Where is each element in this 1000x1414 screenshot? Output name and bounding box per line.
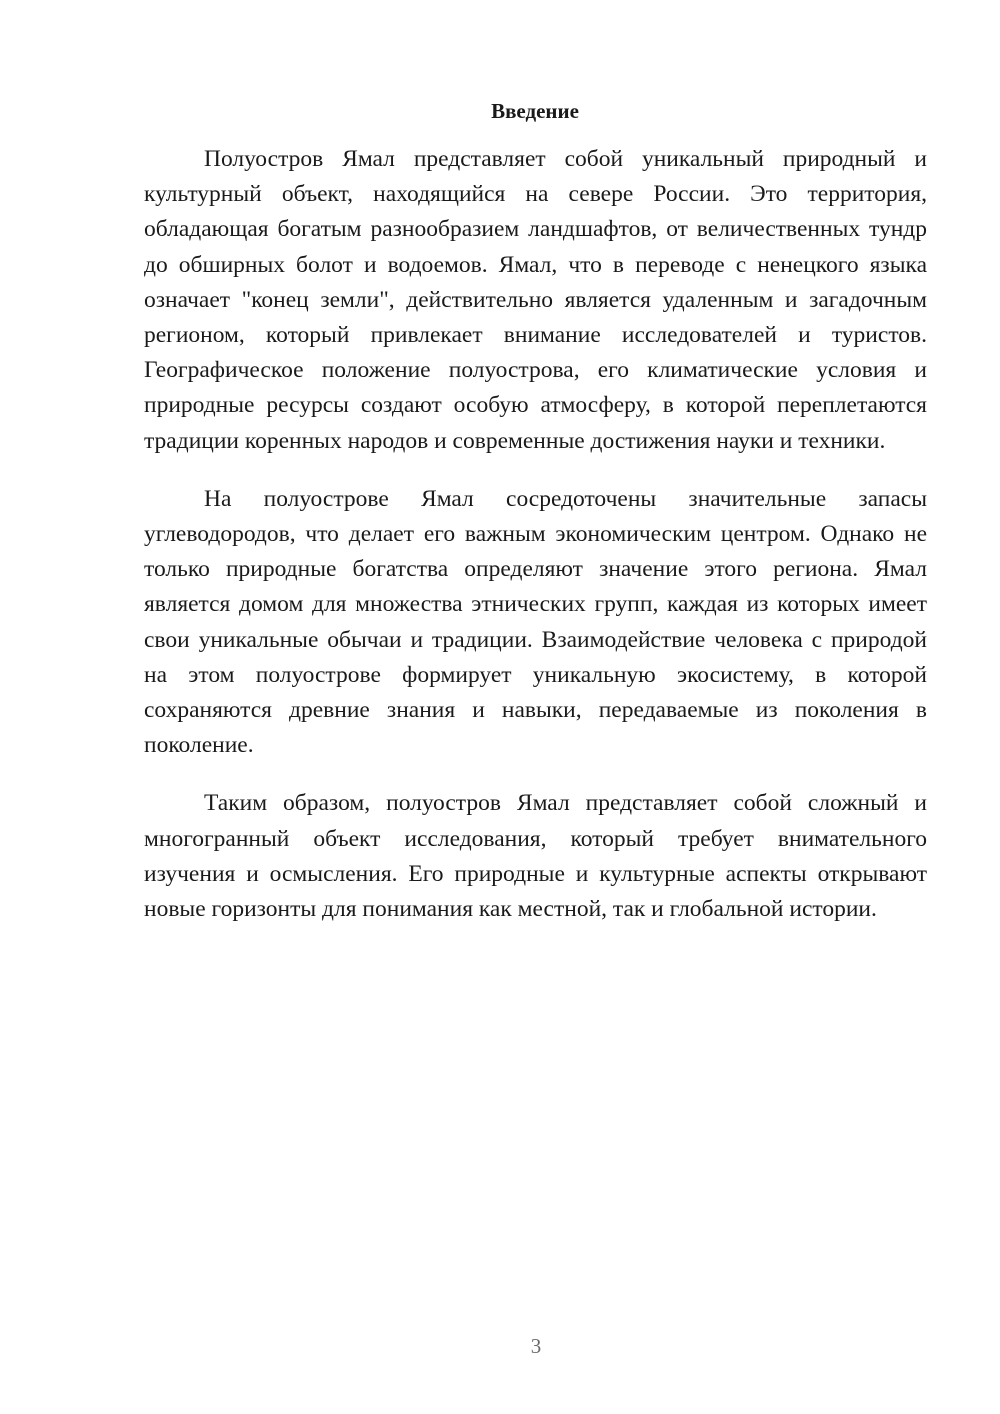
page-number: 3 [530,1334,542,1358]
paragraph-economy-ethnicity: На полуострове Ямал сосредоточены значительные запасы углеводородов, что делает его важным экономическим центром. Однако не только природные богатства определяют значение этого региона. Ямал является домом для множества этнических групп, каждая из которых имеет свои уникальные обычаи и традиции. Взаимодействие человека с природой на этом полуострове формирует уникальную экосистему, в которой сохраняются древние знания и навыки, передаваемые из поколения в поколение. [144,485,927,759]
paragraph-intro: Полуостров Ямал представляет собой уникальный природный и культурный объект, находящийся на севере России. Это территория, обладающая богатым разнообразием ландшафтов, от величественных тундр до обширных болот и водоемов. Ямал, что в переводе с ненецкого языка означает "конец земли", действительно является удаленным и загадочным регионом, который привлекает внимание исследователей и туристов. Географическое положение полуострова, его климатические условия и природные ресурсы создают особую атмосферу, в которой переплетаются традиции коренных народов и современные достижения науки и техники. [144,146,927,454]
body-text [144,142,927,950]
paragraph-conclusion: Таким образом, полуостров Ямал представляет собой сложный и многогранный объект исследования, который требует внимательного изучения и осмысления. Его природные и культурные аспекты открывают новые горизонты для понимания как местной, так и глобальной истории. [144,790,927,923]
section-heading: Введение [491,99,579,123]
